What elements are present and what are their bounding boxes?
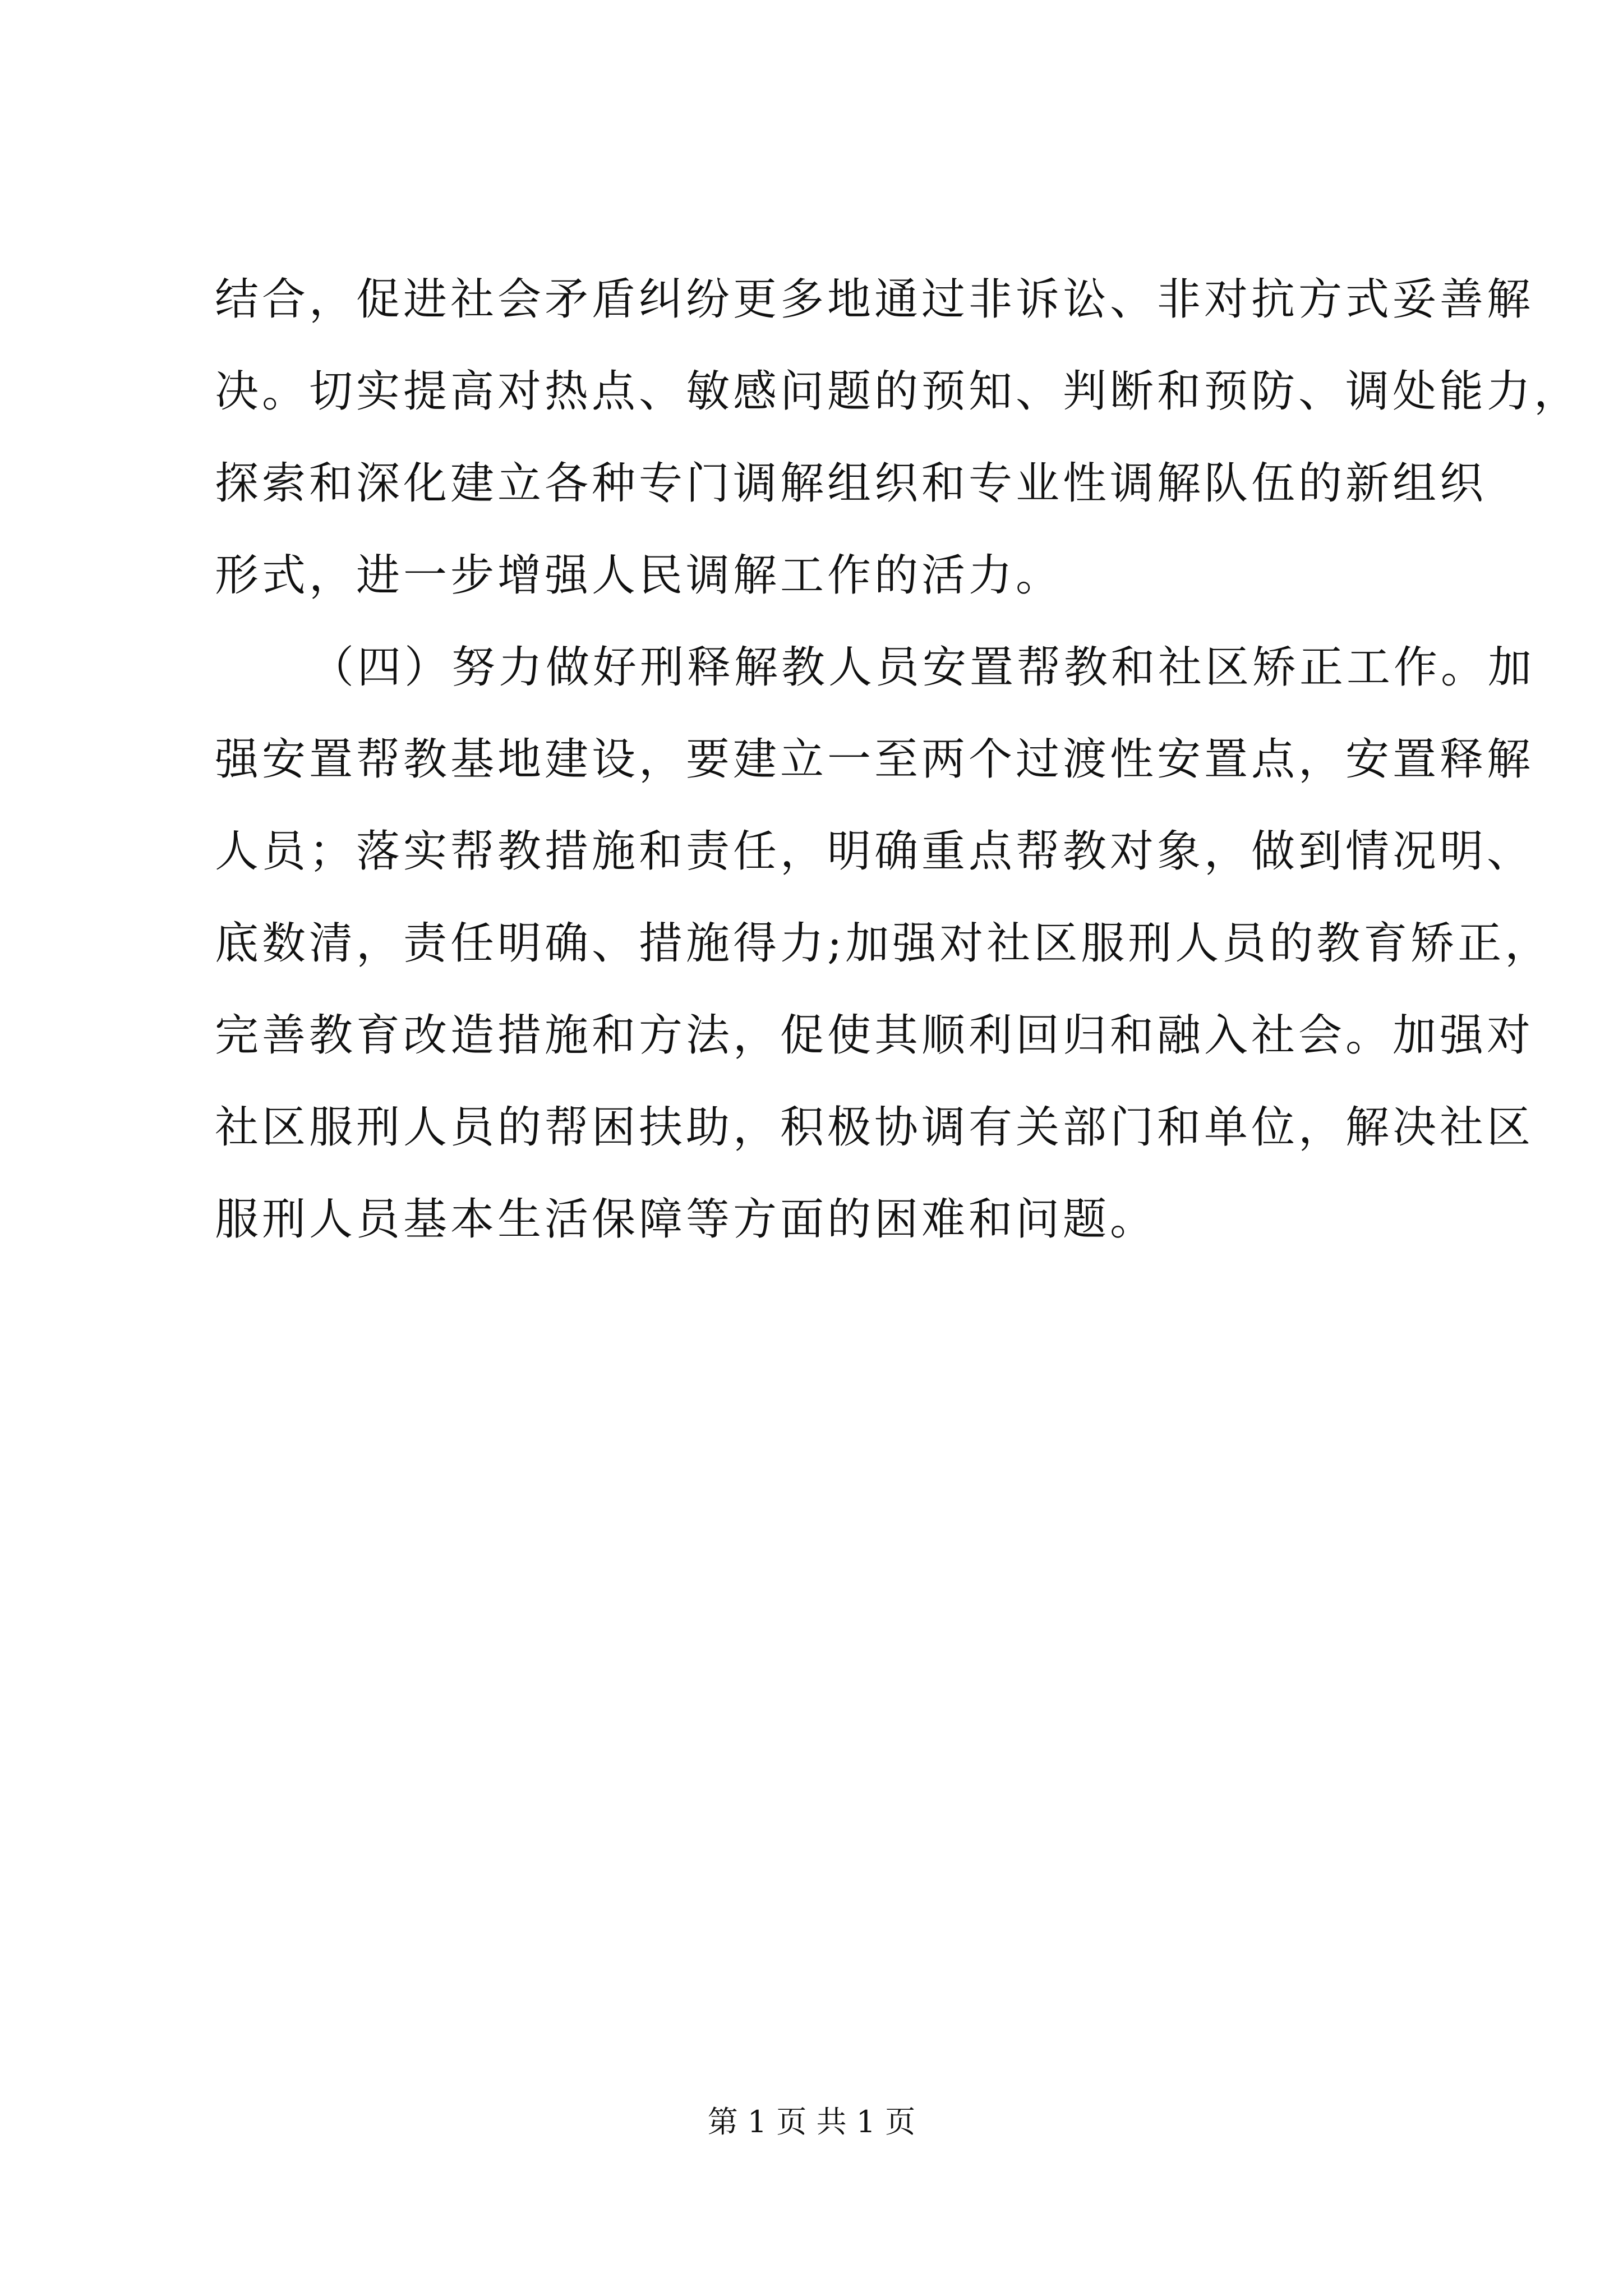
text-line-9: 完善教育改造措施和方法，促使其顺利回归和融入社会。加强对	[215, 1010, 1534, 1061]
text-line-6: 强安置帮教基地建设，要建立一至两个过渡性安置点，安置释解	[215, 734, 1534, 785]
text-line-1: 结合，促进社会矛盾纠纷更多地通过非诉讼、非对抗方式妥善解	[215, 274, 1534, 325]
text-line-4: 形式，进一步增强人民调解工作的活力。	[215, 550, 1063, 601]
text-line-2: 决。切实提高对热点、敏感问题的预知、判断和预防、调处能力，	[215, 366, 1581, 417]
text-line-8: 底数清，责任明确、措施得力;加强对社区服刑人员的教育矫正，	[215, 918, 1552, 969]
text-line-3: 探索和深化建立各种专门调解组织和专业性调解队伍的新组织	[215, 458, 1487, 509]
document-body	[215, 254, 1581, 1266]
text-line-7: 人员；落实帮教措施和责任，明确重点帮教对象，做到情况明、	[215, 826, 1534, 877]
text-line-11: 服刑人员基本生活保障等方面的困难和问题。	[215, 1194, 1158, 1245]
page-number-footer: 第 1 页 共 1 页	[707, 2104, 916, 2139]
text-line-10: 社区服刑人员的帮困扶助，积极协调有关部门和单位，解决社区	[215, 1102, 1534, 1153]
text-line-5: （四）努力做好刑释解教人员安置帮教和社区矫正工作。加	[310, 642, 1536, 693]
